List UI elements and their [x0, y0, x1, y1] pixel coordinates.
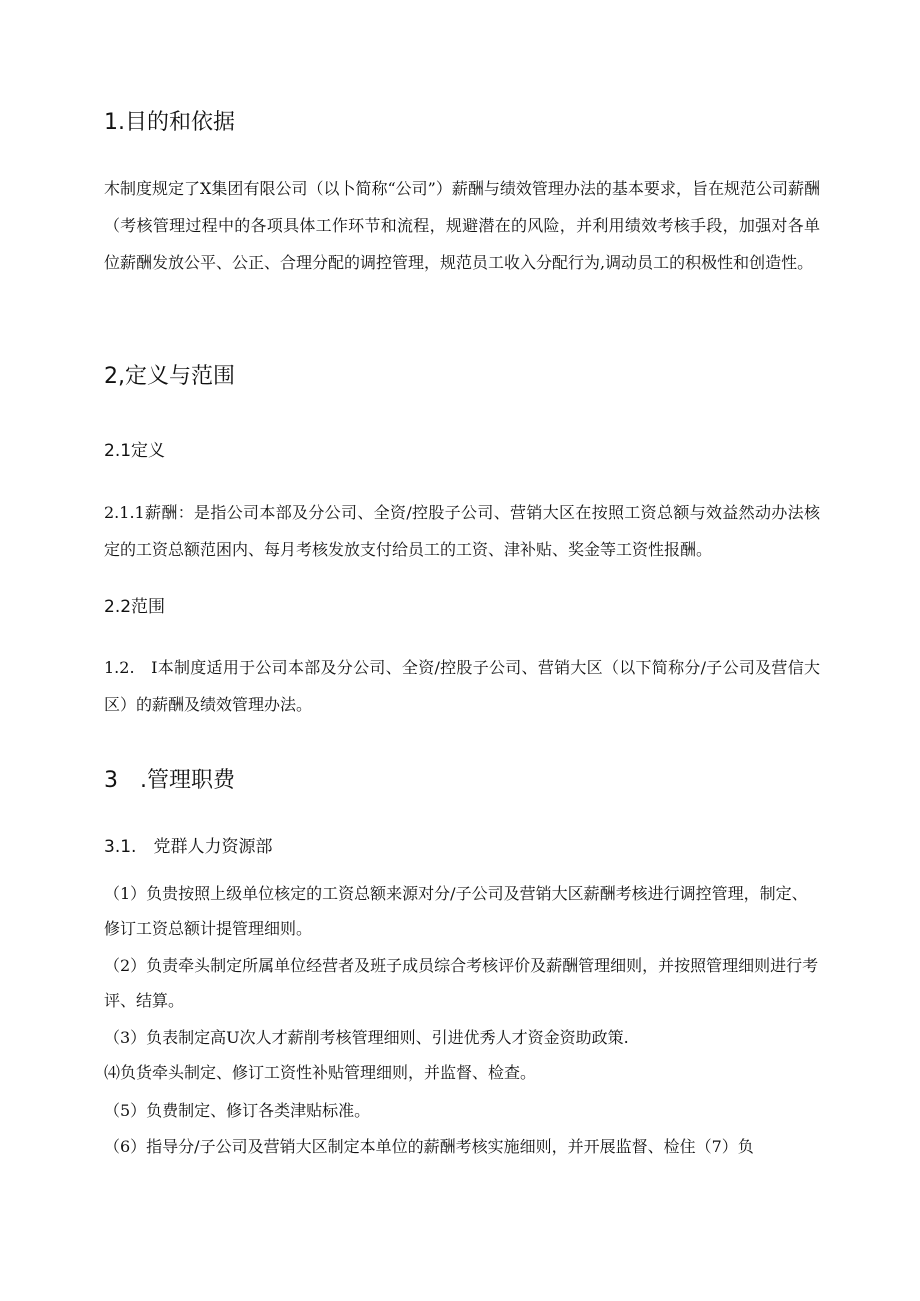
section-1-heading: 1.目的和依据 [104, 110, 235, 135]
section-2-heading: 2,定义与范围 [104, 364, 235, 389]
duty-item-4: ⑷负货牵头制定、修订工资性补贴管理细则，并监督、检查。 [104, 1063, 537, 1082]
duty-item-1: （1）负贵按照上级单位核定的工资总额来源对分/子公司及营销大区薪酬考核进行调控管理，制定、修订工资总额计提管理细则。 [104, 884, 808, 938]
section-3-heading: 3 .管理职费 [104, 768, 235, 793]
duty-item-2: （2）负责牵头制定所属单位经营者及班子成员综合考核评价及薪酬管理细则，并按照管理细则进行考评、结算。 [104, 956, 819, 1010]
subsection-2-2-heading: 2.2范围 [104, 597, 166, 617]
subsection-3-1-heading: 3.1. 党群人力资源部 [104, 837, 273, 857]
subsection-2-1-body: 2.1.1薪酬：是指公司本部及分公司、全资/控股子公司、营销大区在按照工资总额与效益然动办法核定的工资总额范困内、每月考核发放支付给员工的工资、津补贴、奖金等工资性报酬。 [104, 503, 820, 559]
duty-item-3: （3）负表制定高U次人才薪削考核管理细则、引进优秀人才资金资助政策. [104, 1028, 629, 1047]
subsection-2-1-heading: 2.1定义 [104, 441, 166, 461]
duty-item-6: （6）指导分/子公司及营销大区制定本单位的薪酬考核实施细则，并开展监督、检住（7）负 [104, 1137, 754, 1156]
subsection-2-2-body: 1.2. I本制度适用于公司本部及分公司、全资/控股子公司、营销大区（以下简称分/子公司及营信大区）的薪酬及绩效管理办法。 [104, 658, 820, 714]
section-1-body: 木制度规定了X集团有限公司（以卜简称“公司”）薪酬与绩效管理办法的基本要求，旨在规范公司薪酬（考核管理过程中的各项具体工作环节和流程，规避潜在的风险，并利用绩效考核手段，加强对各单位薪酬发放公平、公正、合理分配的调控管理，规范员工收入分配行为,调动员工的积极性和创造性。 [104, 179, 820, 272]
duty-item-5: （5）负费制定、修订各类津贴标准。 [104, 1101, 371, 1120]
